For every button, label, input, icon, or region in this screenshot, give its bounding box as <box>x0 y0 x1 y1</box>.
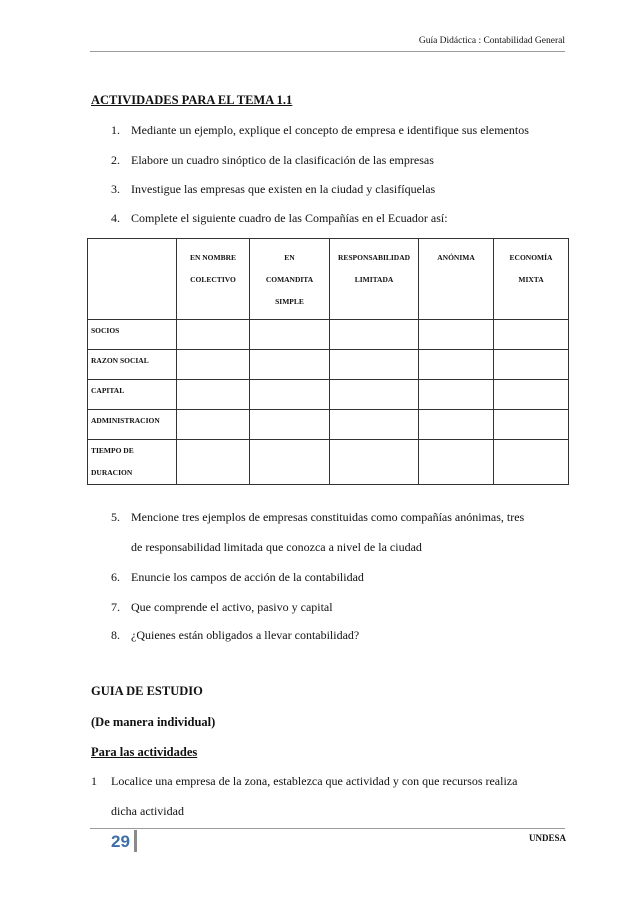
table-cell <box>419 440 494 485</box>
table-cell <box>177 410 250 440</box>
item-number: 4. <box>111 211 120 225</box>
footer-institution: UNDESA <box>528 833 566 843</box>
table-cell <box>177 380 250 410</box>
table-row <box>88 380 569 410</box>
table-cell <box>250 320 330 350</box>
activity-item-2 <box>111 153 571 169</box>
table-header-row <box>88 239 569 320</box>
table-cell <box>419 380 494 410</box>
activity-item-6 <box>111 570 571 586</box>
item-text: Mediante un ejemplo, explique el concepto de empresa e identifique sus elementos <box>131 123 529 137</box>
table-cell <box>419 350 494 380</box>
activity-item-7 <box>111 600 571 616</box>
row-header: ADMINISTRACION <box>88 410 177 440</box>
item-number: 1 <box>91 774 97 788</box>
item-text: Complete el siguiente cuadro de las Compañías en el Ecuador así: <box>131 211 448 225</box>
table-cell <box>330 350 419 380</box>
activity-item-5-continuation: de responsabilidad limitada que conozca a nivel de la ciudad <box>131 540 422 554</box>
page-number: 29 <box>111 832 130 851</box>
item-number: 3. <box>111 182 120 196</box>
table-row <box>88 440 569 485</box>
table-cell <box>494 410 569 440</box>
table-cell <box>330 380 419 410</box>
study-item-1-continuation: dicha actividad <box>111 804 184 818</box>
corner-cell <box>88 239 177 320</box>
footer-divider <box>90 828 565 829</box>
study-item-1 <box>91 774 571 790</box>
table-row <box>88 350 569 380</box>
item-text: Localice una empresa de la zona, establezca que actividad y con que recursos realiza <box>111 774 518 788</box>
table-cell <box>494 320 569 350</box>
activity-item-5 <box>111 510 571 526</box>
item-text: Enuncie los campos de acción de la contabilidad <box>131 570 364 584</box>
item-text: Que comprende el activo, pasivo y capital <box>131 600 333 614</box>
table-cell <box>250 440 330 485</box>
page-number-bar <box>134 830 137 852</box>
item-number: 7. <box>111 600 120 614</box>
activity-item-4 <box>111 211 571 227</box>
table-cell <box>419 320 494 350</box>
study-guide-subheading: Para las actividades <box>91 745 198 759</box>
item-text: Mencione tres ejemplos de empresas constituidas como compañías anónimas, tres <box>131 510 525 524</box>
row-header: TIEMPO DE DURACION <box>88 440 177 485</box>
section-title: ACTIVIDADES PARA EL TEMA 1.1 <box>91 93 293 107</box>
table-cell <box>177 440 250 485</box>
column-header: RESPONSABILIDAD LIMITADA <box>330 239 419 320</box>
table-cell <box>177 320 250 350</box>
row-header: SOCIOS <box>88 320 177 350</box>
table-cell <box>177 350 250 380</box>
table-cell <box>330 410 419 440</box>
column-header: ECONOMÍA MIXTA <box>494 239 569 320</box>
table-cell <box>250 380 330 410</box>
item-text: ¿Quienes están obligados a llevar contabilidad? <box>131 628 360 642</box>
item-text: Elabore un cuadro sinóptico de la clasificación de las empresas <box>131 153 434 167</box>
table-cell <box>250 350 330 380</box>
activity-item-8 <box>111 628 571 644</box>
study-guide-heading: GUIA DE ESTUDIO <box>91 684 203 698</box>
table-cell <box>419 410 494 440</box>
table-row <box>88 410 569 440</box>
table-cell <box>330 440 419 485</box>
item-number: 8. <box>111 628 120 642</box>
column-header: EN COMANDITA SIMPLE <box>250 239 330 320</box>
table-cell <box>330 320 419 350</box>
table-cell <box>494 350 569 380</box>
table-cell <box>250 410 330 440</box>
item-number: 6. <box>111 570 120 584</box>
column-header: EN NOMBRE COLECTIVO <box>177 239 250 320</box>
activity-item-1 <box>111 123 571 139</box>
item-text: Investigue las empresas que existen en la ciudad y clasifíquelas <box>131 182 436 196</box>
item-number: 5. <box>111 510 120 524</box>
activity-item-3 <box>111 182 571 198</box>
study-guide-mode: (De manera individual) <box>91 715 216 729</box>
column-header: ANÓNIMA <box>419 239 494 320</box>
item-number: 2. <box>111 153 120 167</box>
item-number: 1. <box>111 123 120 137</box>
page-header: Guía Didáctica : Contabilidad General <box>418 36 565 46</box>
table-row <box>88 320 569 350</box>
row-header: CAPITAL <box>88 380 177 410</box>
table-cell <box>494 380 569 410</box>
header-divider <box>90 51 565 52</box>
companies-table <box>87 238 569 485</box>
table-cell <box>494 440 569 485</box>
row-header: RAZON SOCIAL <box>88 350 177 380</box>
